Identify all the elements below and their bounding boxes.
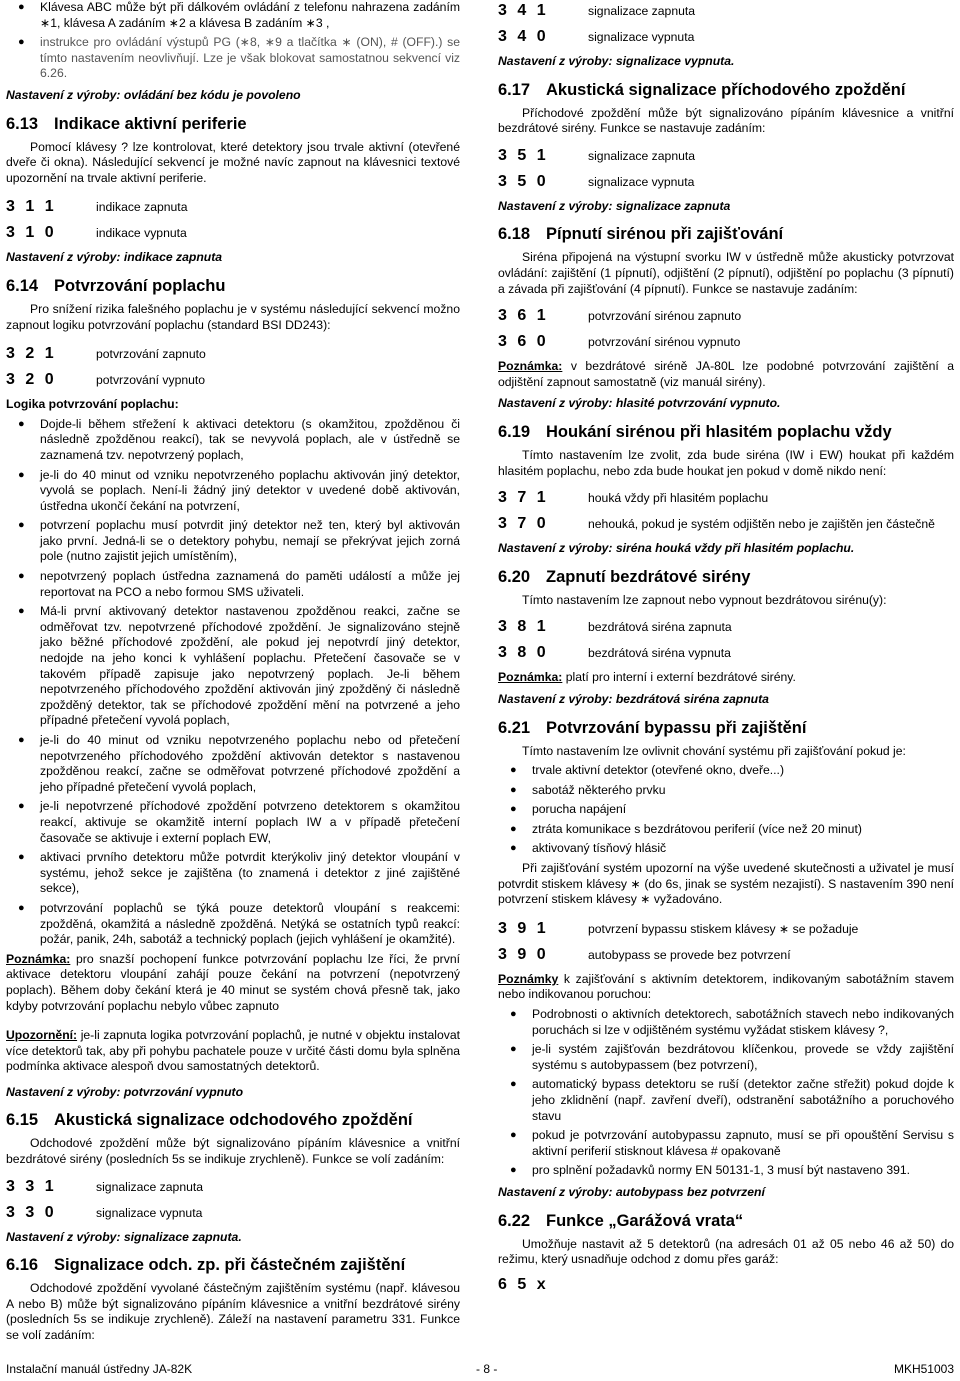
command-desc: potvrzování sirénou vypnuto xyxy=(588,335,741,350)
command-row xyxy=(6,345,460,363)
list-item: ● sabotáž některého prvku xyxy=(510,782,666,797)
command-row xyxy=(498,147,954,165)
factory-setting-note: Nastavení z výroby: autobypass bez potvrzení xyxy=(498,1184,765,1199)
section-title: Akustická signalizace odchodového zpoždění xyxy=(54,1111,413,1130)
bullet-text: Dojde-li během střežení k aktivaci detektoru (s okamžitou, zpožděnou či následně zpožděnou reakcí), tak se nevyvolá poplach, ale v ústředně se zaznamená tzv. nepotvrzený poplach, xyxy=(40,416,460,462)
command-desc: potvrzování vypnuto xyxy=(96,373,206,388)
command-desc: autobypass se provede bez potvrzení xyxy=(588,947,791,962)
paragraph: Tímto nastavením lze zvolit, zda bude siréna (IW i EW) houkat při každém hlasitém poplachu, nebo zda bude houkat jen pokud v domě nikdo není: xyxy=(498,447,954,478)
command-desc: indikace zapnuta xyxy=(96,200,188,215)
factory-setting-note: Nastavení z výroby: hlasité potvrzování vypnuto. xyxy=(498,396,781,411)
command-desc: signalizace zapnuta xyxy=(96,1179,204,1194)
section-title: Indikace aktivní periferie xyxy=(54,114,247,133)
section-number: 6.13 xyxy=(6,114,39,133)
factory-setting-note: Nastavení z výroby: potvrzování vypnuto xyxy=(6,1084,244,1099)
command-row xyxy=(6,371,460,389)
command-code: 6 5 x xyxy=(498,1275,549,1293)
list-item: ● automatický bypass detektoru se ruší (detektor začne střežit) pokud dojde k jeho zklidnění (např. zavření dveří), odstranění sabotážního a poruchového stavu xyxy=(510,1077,954,1123)
bullet-text: Klávesa ABC může být při dálkovém ovládání z telefonu nahrazena zadáním ∗1, klávesa A zadáním ∗2 a klávesa B zadáním ∗3 , xyxy=(40,0,460,30)
logic-label: Logika potvrzování poplachu: xyxy=(6,397,179,412)
command-desc: potvrzení bypassu stiskem klávesy ∗ se požaduje xyxy=(588,921,859,936)
command-row xyxy=(498,28,954,46)
footer-title: Instalační manuál ústředny JA-82K xyxy=(6,1362,193,1376)
bullet-text: aktivaci prvního detektoru může potvrdit kterýkoliv jiný detektor vloupání v systému, jehož sekce je zajištěna (to znamená i detektor z jiné zajištěné sekce), xyxy=(40,850,460,896)
section-number: 6.19 xyxy=(498,422,531,441)
bullet-text: je-li do 40 minut od vzniku nepotvrzeného poplachu nebo od přetečení nepotvrzeného příchodového zpoždění aktivován detektor s nastavenou zpožděnou reakcí, začne se odměřovat potvrzené příchodové zpoždění a jeho případné přetečení vyvolá poplach, xyxy=(40,733,460,794)
factory-setting-note: Nastavení z výroby: signalizace zapnuta. xyxy=(6,1229,242,1244)
command-row xyxy=(498,333,954,351)
factory-setting-note: Nastavení z výroby: signalizace zapnuta xyxy=(498,198,731,213)
bullet-text: Má-li první aktivovaný detektor nastavenou zpožděnou reakci, začne se odměřovat tzv. nepotvrzené příchodové zpoždění. Je signalizováno stejně jako běžné příchodové zpoždění, ale pokud jej nepotvrdí jiný detektor, nedojde na jeho konci k vyhlášení poplachu. Přetečení časovače se v takovém případě zapisuje jako nepotvrzený poplach. Je-li během nepotvrzeného příchodového zpoždění aktivován jiný zpožděný či následně zpožděný detektor, tak se příchodové zpoždění mění na potvrzené a jeho případné přetečení vyvolá poplach, xyxy=(40,604,460,728)
note-text: k zajišťování s aktivním detektorem, indikovaným sabotážním stavem nebo indikovanou poruchou: xyxy=(498,971,954,1002)
command-desc: signalizace vypnuta xyxy=(588,174,695,189)
paragraph xyxy=(6,1028,460,1075)
section-heading xyxy=(498,1211,954,1231)
command-code: 3 3 1 xyxy=(6,1177,57,1195)
section-number: 6.15 xyxy=(6,1111,39,1130)
command-code: 3 4 1 xyxy=(498,2,549,19)
section-heading xyxy=(6,1255,460,1275)
document-code: MKH51003 xyxy=(893,1362,954,1376)
command-row xyxy=(498,173,954,191)
command-code: 3 4 0 xyxy=(498,28,549,45)
note-text: platí pro interní i externí bezdrátové sirény. xyxy=(562,670,796,685)
list-item: ● potvrzování poplachů se týká pouze detektorů vloupání s reakcemi: zpožděná, okamžitá a následně zpožděná. Netýká se ostatních typů reakcí: požár, panik, 24h, sabotáž a technický poplach (jejich vyhlášení je okamžité). xyxy=(18,900,460,947)
section-heading xyxy=(498,224,954,244)
paragraph: Tímto nastavením lze zapnout nebo vypnout bezdrátovou sirénu(y): xyxy=(522,592,887,607)
section-number: 6.22 xyxy=(498,1211,531,1230)
section-number: 6.16 xyxy=(6,1256,39,1275)
paragraph: Pro snížení rizika falešného poplachu je v systému následující sekvencí možno zapnout logiku potvrzování poplachu (standard BSI DD243): xyxy=(6,301,460,332)
list-item: ● Podrobnosti o aktivních detektorech, sabotážních stavech nebo indikovaných poruchách si lze v odjištěném systému vyžádat stiskem klávesy ?, xyxy=(510,1007,954,1037)
list-item: ● instrukce pro ovládání výstupů PG (∗8, ∗9 a tlačítka ∗ (ON), # (OFF).) se tímto nastavením neovlivňují. Lze je však blokovat samostatnou sekvencí viz 6.26. xyxy=(18,35,460,81)
command-code: 3 3 0 xyxy=(6,1203,57,1221)
section-heading xyxy=(498,718,954,738)
bullet-text: je-li do 40 minut od vzniku nepotvrzeného poplachu aktivován jiný detektor, vyvolá se poplach. Není-li žádný jiný detektor v uvedené době aktivován, ústředna ukončí čekání na potvrzení, xyxy=(40,467,460,513)
command-code: 3 1 1 xyxy=(6,198,57,216)
paragraph: Příchodové zpoždění může být signalizováno pípáním klávesnice a vnitřní bezdrátové sirény. Funkce se nastavuje zadáním: xyxy=(498,105,954,136)
command-row xyxy=(6,1204,460,1222)
command-code: 3 5 1 xyxy=(498,146,549,164)
command-desc: indikace vypnuta xyxy=(96,226,187,241)
command-code: 3 1 0 xyxy=(6,224,57,242)
section-title: Funkce „Garážová vrata“ xyxy=(546,1211,744,1230)
section-title: Zapnutí bezdrátové sirény xyxy=(546,567,751,586)
command-desc: nehouká, pokud je systém odjištěn nebo je zajištěn jen částečně xyxy=(588,517,935,532)
command-row xyxy=(498,644,954,662)
page-number: - 8 - xyxy=(476,1362,498,1376)
note-label: Poznámka: xyxy=(6,951,71,966)
paragraph: Odchodové zpoždění může být signalizováno pípáním klávesnice a vnitřní bezdrátové sirény (posledních 5s se indikuje zrychleně). Funkce se volí zadáním: xyxy=(6,1136,460,1167)
list-item: ● aktivaci prvního detektoru může potvrdit kterýkoliv jiný detektor vloupání v systému, jehož sekce je zajištěna (to znamená i detektor z jiné zajištěné sekce), xyxy=(18,850,460,896)
command-desc: signalizace zapnuta xyxy=(588,148,696,163)
note-text: v bezdrátové siréně JA-80L lze podobné potvrzování zajištění a odjištění zapnout samostatně (viz manuál sirény). xyxy=(498,359,954,389)
section-title: Houkání sirénou při hlasitém poplachu vždy xyxy=(546,422,892,441)
bullet-text: ztráta komunikace s bezdrátovou periferií (více než 20 minut) xyxy=(532,821,862,836)
section-heading xyxy=(6,114,460,134)
command-code: 3 6 0 xyxy=(498,333,549,351)
section-title: Akustická signalizace příchodového zpoždění xyxy=(546,80,906,99)
command-desc: signalizace vypnuta xyxy=(588,30,695,44)
command-code: 3 5 0 xyxy=(498,172,549,190)
note-label: Poznámky xyxy=(498,971,559,986)
bullet-text: je-li systém zajišťován bezdrátovou klíčenkou, provede se vždy zajištění systému s autobypassem (bez potvrzení), xyxy=(532,1042,954,1072)
section-number: 6.21 xyxy=(498,718,531,737)
command-code: 3 8 1 xyxy=(498,618,549,636)
command-desc: signalizace vypnuta xyxy=(96,1205,203,1220)
command-row xyxy=(6,1178,460,1196)
command-desc: potvrzování zapnuto xyxy=(96,347,206,362)
section-number: 6.20 xyxy=(498,567,531,586)
paragraph xyxy=(498,359,954,390)
command-row xyxy=(6,198,460,216)
factory-setting-note: Nastavení z výroby: bezdrátová siréna zapnuta xyxy=(498,691,769,706)
bullet-text: aktivovaný tísňový hlásič xyxy=(532,841,667,856)
list-item: ● Klávesa ABC může být při dálkovém ovládání z telefonu nahrazena zadáním ∗1, klávesa A zadáním ∗2 a klávesa B zadáním ∗3 , xyxy=(18,0,460,30)
list-item: ● ztráta komunikace s bezdrátovou periferií (více než 20 minut) xyxy=(510,821,862,836)
note-text: pro snazší pochopení funkce potvrzování poplachu lze říci, že první aktivace detektoru vloupání zahájí pouze čekání na potvrzení (nepotvrzený poplach). Během doby čekání která je 40 minut se systém chová přesně tak, jako kdyby potvrzování poplachu nebylo vůbec zapnuto xyxy=(6,951,460,1013)
command-row xyxy=(6,224,460,242)
command-code: 3 2 1 xyxy=(6,345,57,363)
command-code: 3 8 0 xyxy=(498,644,549,662)
list-item: ● trvale aktivní detektor (otevřené okno, dveře...) xyxy=(510,763,784,778)
command-code: 3 7 1 xyxy=(498,489,549,507)
paragraph xyxy=(498,670,954,686)
command-code: 3 9 0 xyxy=(498,945,549,963)
paragraph xyxy=(6,952,460,1014)
list-item: ● aktivovaný tísňový hlásič xyxy=(510,841,667,856)
list-item: ● potvrzení poplachu musí potvrdit jiný detektor než ten, který byl aktivován jako první. Jedná-li se o detektory pohybu, nemají se překrývat jejich zorná pole (nutno zajistit jejich umístěním), xyxy=(18,518,460,564)
note-label: Poznámka: xyxy=(498,359,563,374)
note-label: Poznámka: xyxy=(498,670,563,685)
section-heading xyxy=(498,567,954,587)
section-title: Potvrzování poplachu xyxy=(54,276,226,295)
paragraph: Při zajišťování systém upozorní na výše uvedené skutečnosti a uživatel je musí potvrdit stiskem klávesy ∗ (do 6s, jinak se systém nezajistí). S nastavením 390 není potvrzení stiskem klávesy ∗ vyžadováno. xyxy=(498,861,954,907)
section-title: Potvrzování bypassu při zajištění xyxy=(546,718,807,737)
command-row xyxy=(498,946,954,964)
list-item: ● pro splnění požadavků normy EN 50131-1, 3 musí být nastaveno 391. xyxy=(510,1163,911,1178)
factory-setting-note: Nastavení z výroby: indikace zapnuta xyxy=(6,250,223,265)
command-row xyxy=(498,489,954,507)
section-title: Signalizace odch. zp. při částečném zajištění xyxy=(54,1256,406,1275)
bullet-text: trvale aktivní detektor (otevřené okno, dveře...) xyxy=(532,763,784,778)
paragraph xyxy=(498,972,954,1003)
bullet-text: automatický bypass detektoru se ruší (detektor začne střežit) pokud dojde k jeho zklidnění (např. zavření dveří), odstranění sabotážního a poruchového stavu xyxy=(532,1077,954,1123)
command-code: 3 9 1 xyxy=(498,919,549,937)
list-item: ● pokud je potvrzování autobypassu zapnuto, musí se při opouštění Servisu s aktivní periferií stisknout klávesa # opakovaně xyxy=(510,1128,954,1158)
section-number: 6.17 xyxy=(498,80,531,99)
factory-setting-note: Nastavení z výroby: ovládání bez kódu je povoleno xyxy=(6,87,301,102)
paragraph: Tímto nastavením lze ovlivnit chování systému při zajišťování pokud je: xyxy=(522,743,906,758)
right-column xyxy=(498,0,954,1302)
factory-setting-note: Nastavení z výroby: signalizace vypnuta. xyxy=(498,54,735,68)
bullet-text: instrukce pro ovládání výstupů PG (∗8, ∗9 a tlačítka ∗ (ON), # (OFF).) se tímto nastavením neovlivňují. Lze je však blokovat samostatnou sekvencí viz 6.26. xyxy=(40,35,460,81)
paragraph: Siréna připojená na výstupní svorku IW v ústředně může akusticky potvrzovat ovládání: zajištění (1 pípnutí), odjištění (2 pípnutí), odjištění po poplachu (3 pípnutí) a závada při zajišťování (4 pípnutí). Funkce se nastavuje zadáním: xyxy=(498,250,954,296)
list-item: ● Má-li první aktivovaný detektor nastavenou zpožděnou reakci, začne se odměřovat tzv. nepotvrzené příchodové zpoždění. Je signalizováno stejně jako běžné příchodové zpoždění, ale pokud jej nepotvrdí jiný detektor, nedojde na jeho konci k vyhlášení poplachu. Přetečení časovače se v takovém případě zapisuje jako nepotvrzený poplach. Je-li během nepotvrzeného příchodového zpoždění aktivován jiný zpožděný či následně zpožděný detektor, tak se příchodové zpoždění mění na potvrzené a jeho případné přetečení vyvolá poplach, xyxy=(18,604,460,728)
list-item: ● je-li systém zajišťován bezdrátovou klíčenkou, provede se vždy zajištění systému s autobypassem (bez potvrzení), xyxy=(510,1042,954,1072)
section-number: 6.18 xyxy=(498,225,531,244)
section-heading xyxy=(6,1110,460,1130)
list-item: ● je-li nepotvrzené příchodové zpoždění potvrzeno detektorem s okamžitou reakcí, aktivuje se okamžitě interní poplach IW a v případě přetečení časovače se aktivuje i externí poplach EW, xyxy=(18,799,460,845)
bullet-text: pro splnění požadavků normy EN 50131-1, 3 musí být nastaveno 391. xyxy=(532,1163,911,1178)
factory-setting-note: Nastavení z výroby: siréna houká vždy při hlasitém poplachu. xyxy=(498,541,855,556)
paragraph: Umožňuje nastavit až 5 detektorů (na adresách 01 až 05 nebo 46 až 50) do režimu, který usnadňuje odchod z domu přes garáž: xyxy=(498,1236,954,1267)
command-code: 3 2 0 xyxy=(6,371,57,389)
list-item: ● porucha napájení xyxy=(510,802,627,817)
bullet-text: sabotáž některého prvku xyxy=(532,782,666,797)
command-desc: bezdrátová siréna vypnuta xyxy=(588,646,731,661)
command-desc: houká vždy při hlasitém poplachu xyxy=(588,491,769,506)
command-row xyxy=(498,618,954,636)
command-code: 3 6 1 xyxy=(498,307,549,325)
list-item: ● nepotvrzený poplach ústředna zaznamená do paměti událostí a může jej reportovat na PCO a nebo formou SMS uživateli. xyxy=(18,569,460,599)
section-heading xyxy=(498,422,954,442)
command-row xyxy=(498,1276,954,1294)
list-item: ● je-li do 40 minut od vzniku nepotvrzeného poplachu aktivován jiný detektor, vyvolá se poplach. Není-li žádný jiný detektor v uvedené době aktivován, ústředna ukončí čekání na potvrzení, xyxy=(18,467,460,513)
command-row xyxy=(498,920,954,938)
bullet-text: potvrzení poplachu musí potvrdit jiný detektor než ten, který byl aktivován jako první. Jedná-li se o detektory pohybu, nemají se překrývat jejich zorná pole (nutno zajistit jejich umístěním), xyxy=(40,518,460,564)
paragraph: Pomocí klávesy ? lze kontrolovat, které detektory jsou trvale aktivní (otevřené dveře či okna). Následující sekvencí je možné navíc zapnout na klávesnici textové upozornění na trvale aktivní periferie. xyxy=(6,139,460,185)
command-row xyxy=(498,2,954,20)
section-heading xyxy=(498,80,954,100)
command-desc: signalizace zapnuta xyxy=(588,4,696,18)
list-item: ● je-li do 40 minut od vzniku nepotvrzeného poplachu nebo od přetečení nepotvrzeného příchodového zpoždění aktivován detektor s nastavenou zpožděnou reakcí, začne se odměřovat potvrzené příchodové zpoždění a jeho případné přetečení vyvolá poplach, xyxy=(18,733,460,794)
bullet-text: porucha napájení xyxy=(532,802,627,817)
warning-text: je-li zapnuta logika potvrzování poplachů, je nutné v objektu instalovat více detektorů tak, aby při pohybu pachatele pouze v určité části domu byla splněna podmínka aktivace alespoň dvou samostatných detektorů. xyxy=(6,1028,460,1074)
command-desc: bezdrátová siréna zapnuta xyxy=(588,620,732,635)
bullet-text: Podrobnosti o aktivních detektorech, sabotážních stavech nebo indikovaných poruchách si lze v odjištěném systému vyžádat stiskem klávesy ?, xyxy=(532,1007,954,1037)
section-title: Pípnutí sirénou při zajišťování xyxy=(546,225,784,244)
command-desc: potvrzování sirénou zapnuto xyxy=(588,309,742,324)
paragraph: Odchodové zpoždění vyvolané částečným zajištěním systému (např. klávesou A nebo B) může být signalizováno pípáním klávesnice a vnitřní bezdrátové sirény (posledních 5s se indikuje zrychleně). Záleží na nastavení parametru 331. Funkce se volí zadáním: xyxy=(6,1281,460,1343)
bullet-text: je-li nepotvrzené příchodové zpoždění potvrzeno detektorem s okamžitou reakcí, aktivuje se okamžitě interní poplach IW a v případě přetečení časovače se aktivuje i externí poplach EW, xyxy=(40,799,460,845)
section-heading xyxy=(6,276,460,296)
section-number: 6.14 xyxy=(6,276,39,295)
bullet-text: potvrzování poplachů se týká pouze detektorů vloupání s reakcemi: zpožděná, okamžitá a následně zpožděná. Netýká se ostatních typů reakcí: požár, panik, 24h, sabotáž a technický poplach (jejich vyhlášení je okamžité). xyxy=(40,900,460,947)
left-column xyxy=(6,0,460,1344)
bullet-text: nepotvrzený poplach ústředna zaznamená do paměti událostí a může jej reportovat na PCO a nebo formou SMS uživateli. xyxy=(40,569,460,599)
command-code: 3 7 0 xyxy=(498,515,549,533)
command-row xyxy=(498,307,954,325)
list-item: ● Dojde-li během střežení k aktivaci detektoru (s okamžitou, zpožděnou či následně zpožděnou reakcí), tak se nevyvolá poplach, ale v ústředně se zaznamená tzv. nepotvrzený poplach, xyxy=(18,416,460,462)
command-row xyxy=(498,515,954,533)
bullet-text: pokud je potvrzování autobypassu zapnuto, musí se při opouštění Servisu s aktivní periferií stisknout klávesa # opakovaně xyxy=(532,1128,954,1158)
warning-label: Upozornění: xyxy=(6,1028,78,1043)
